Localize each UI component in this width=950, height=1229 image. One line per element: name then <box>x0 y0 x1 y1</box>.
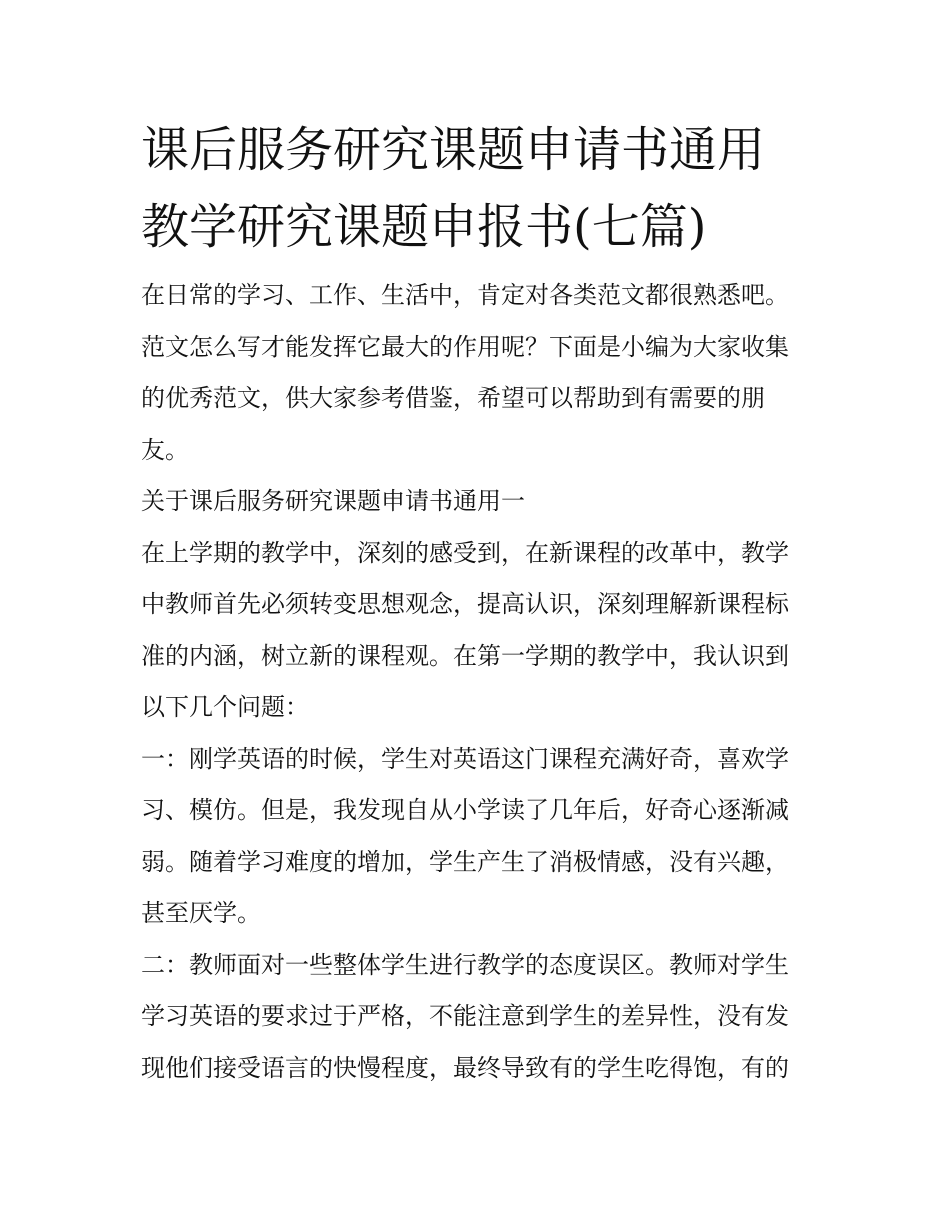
body-paragraph <box>141 528 813 734</box>
text-line: 的优秀范文，供大家参考借鉴，希望可以帮助到有需要的朋 <box>141 384 765 412</box>
section-heading <box>141 476 813 528</box>
title-line: 教学研究课题申报书(七篇) <box>141 199 707 255</box>
text-line: 在上学期的教学中，深刻的感受到，在新课程的改革中，教学 <box>141 538 789 567</box>
point-one-paragraph <box>141 734 813 940</box>
text-line: 弱。随着学习难度的增加，学生产生了消极情感，没有兴趣， <box>141 847 789 876</box>
text-line: 甚至厌学。 <box>141 899 261 927</box>
text-line: 在日常的学习、工作、生活中，肯定对各类范文都很熟悉吧。 <box>141 281 789 309</box>
text-line: 友。 <box>141 435 189 464</box>
text-line: 现他们接受语言的快慢程度，最终导致有的学生吃得饱，有的 <box>141 1053 789 1082</box>
text-line: 准的内涵，树立新的课程观。在第一学期的教学中，我认识到 <box>141 641 789 670</box>
text-line: 关于课后服务研究课题申请书通用一 <box>141 487 525 515</box>
intro-paragraph <box>141 270 813 476</box>
text-line: 一：刚学英语的时候，学生对英语这门课程充满好奇，喜欢学 <box>141 744 789 773</box>
document-page <box>141 112 813 1094</box>
text-line: 二：教师面对一些整体学生进行教学的态度误区。教师对学生 <box>141 950 789 979</box>
document-title <box>141 112 813 266</box>
text-line: 范文怎么写才能发挥它最大的作用呢？下面是小编为大家收集 <box>141 332 789 361</box>
text-line: 学习英语的要求过于严格，不能注意到学生的差异性，没有发 <box>141 1002 789 1030</box>
text-line: 习、模仿。但是，我发现自从小学读了几年后，好奇心逐渐减 <box>141 796 789 824</box>
text-line: 中教师首先必须转变思想观念，提高认识，深刻理解新课程标 <box>141 590 789 618</box>
text-line: 以下几个问题： <box>141 693 309 721</box>
point-two-paragraph <box>141 940 813 1095</box>
title-line: 课后服务研究课题申请书通用 <box>141 122 766 178</box>
document-body <box>141 270 813 1094</box>
